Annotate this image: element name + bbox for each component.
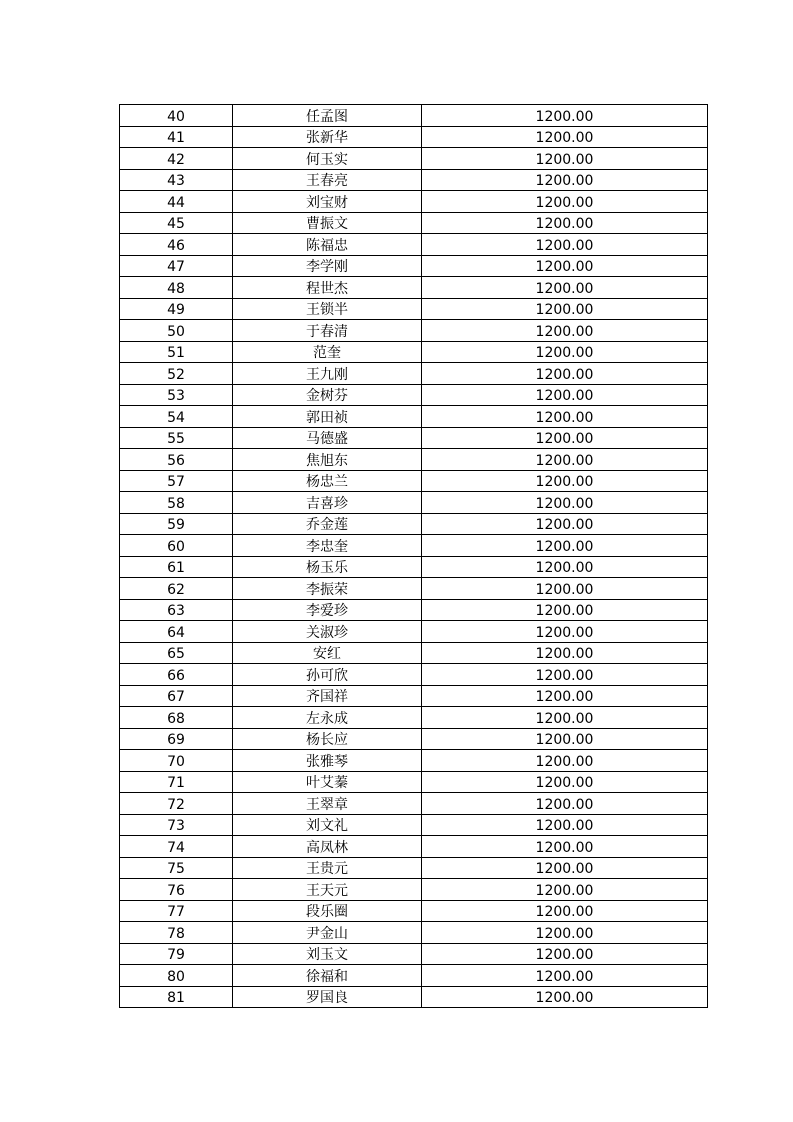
row-name-cell: 李爱珍 <box>233 599 422 621</box>
row-amount-cell: 1200.00 <box>422 599 708 621</box>
row-number-cell: 54 <box>120 406 233 428</box>
table-row <box>120 126 708 148</box>
table-row <box>120 965 708 987</box>
row-number-cell: 40 <box>120 105 233 127</box>
row-amount-cell: 1200.00 <box>422 277 708 299</box>
row-name-cell: 任孟图 <box>233 105 422 127</box>
row-amount-cell: 1200.00 <box>422 298 708 320</box>
row-amount-cell: 1200.00 <box>422 105 708 127</box>
row-amount-cell: 1200.00 <box>422 169 708 191</box>
table-row <box>120 513 708 535</box>
row-number-cell: 68 <box>120 707 233 729</box>
table-row <box>120 793 708 815</box>
row-name-cell: 王锁半 <box>233 298 422 320</box>
row-amount-cell: 1200.00 <box>422 126 708 148</box>
row-name-cell: 刘玉文 <box>233 943 422 965</box>
row-number-cell: 70 <box>120 750 233 772</box>
row-name-cell: 刘文礼 <box>233 814 422 836</box>
row-name-cell: 王贵元 <box>233 857 422 879</box>
row-name-cell: 金树芬 <box>233 384 422 406</box>
row-amount-cell: 1200.00 <box>422 470 708 492</box>
table-row <box>120 363 708 385</box>
row-name-cell: 安红 <box>233 642 422 664</box>
table-row <box>120 728 708 750</box>
table-row <box>120 642 708 664</box>
table-row <box>120 900 708 922</box>
row-amount-cell: 1200.00 <box>422 771 708 793</box>
row-name-cell: 王九刚 <box>233 363 422 385</box>
row-number-cell: 65 <box>120 642 233 664</box>
row-number-cell: 74 <box>120 836 233 858</box>
row-amount-cell: 1200.00 <box>422 728 708 750</box>
row-number-cell: 46 <box>120 234 233 256</box>
row-number-cell: 41 <box>120 126 233 148</box>
row-amount-cell: 1200.00 <box>422 449 708 471</box>
table-row <box>120 449 708 471</box>
row-number-cell: 66 <box>120 664 233 686</box>
row-number-cell: 73 <box>120 814 233 836</box>
row-number-cell: 72 <box>120 793 233 815</box>
row-number-cell: 58 <box>120 492 233 514</box>
row-amount-cell: 1200.00 <box>422 642 708 664</box>
row-name-cell: 李忠奎 <box>233 535 422 557</box>
row-number-cell: 42 <box>120 148 233 170</box>
row-amount-cell: 1200.00 <box>422 255 708 277</box>
row-name-cell: 王翠章 <box>233 793 422 815</box>
table-row <box>120 492 708 514</box>
row-name-cell: 杨长应 <box>233 728 422 750</box>
row-name-cell: 左永成 <box>233 707 422 729</box>
row-number-cell: 62 <box>120 578 233 600</box>
row-name-cell: 乔金莲 <box>233 513 422 535</box>
table-row <box>120 621 708 643</box>
table-row <box>120 836 708 858</box>
row-name-cell: 刘宝财 <box>233 191 422 213</box>
row-amount-cell: 1200.00 <box>422 943 708 965</box>
row-number-cell: 79 <box>120 943 233 965</box>
row-name-cell: 于春清 <box>233 320 422 342</box>
row-amount-cell: 1200.00 <box>422 363 708 385</box>
row-name-cell: 齐国祥 <box>233 685 422 707</box>
table-row <box>120 277 708 299</box>
table-row <box>120 556 708 578</box>
row-amount-cell: 1200.00 <box>422 707 708 729</box>
row-number-cell: 49 <box>120 298 233 320</box>
row-amount-cell: 1200.00 <box>422 578 708 600</box>
row-amount-cell: 1200.00 <box>422 685 708 707</box>
row-amount-cell: 1200.00 <box>422 341 708 363</box>
table-row <box>120 427 708 449</box>
row-name-cell: 焦旭东 <box>233 449 422 471</box>
row-number-cell: 44 <box>120 191 233 213</box>
row-amount-cell: 1200.00 <box>422 836 708 858</box>
row-number-cell: 57 <box>120 470 233 492</box>
roster-table <box>119 104 708 1008</box>
row-number-cell: 76 <box>120 879 233 901</box>
row-name-cell: 郭田祯 <box>233 406 422 428</box>
row-name-cell: 吉喜珍 <box>233 492 422 514</box>
row-amount-cell: 1200.00 <box>422 900 708 922</box>
row-amount-cell: 1200.00 <box>422 986 708 1008</box>
row-number-cell: 67 <box>120 685 233 707</box>
row-number-cell: 53 <box>120 384 233 406</box>
table-row <box>120 406 708 428</box>
table-row <box>120 341 708 363</box>
row-number-cell: 81 <box>120 986 233 1008</box>
row-amount-cell: 1200.00 <box>422 191 708 213</box>
roster-table-body <box>120 105 708 1008</box>
row-name-cell: 程世杰 <box>233 277 422 299</box>
table-row <box>120 857 708 879</box>
row-name-cell: 李振荣 <box>233 578 422 600</box>
table-row <box>120 986 708 1008</box>
row-number-cell: 63 <box>120 599 233 621</box>
row-number-cell: 50 <box>120 320 233 342</box>
table-row <box>120 234 708 256</box>
row-name-cell: 李学刚 <box>233 255 422 277</box>
row-number-cell: 60 <box>120 535 233 557</box>
row-amount-cell: 1200.00 <box>422 879 708 901</box>
row-name-cell: 何玉实 <box>233 148 422 170</box>
row-amount-cell: 1200.00 <box>422 535 708 557</box>
row-name-cell: 曹振文 <box>233 212 422 234</box>
row-number-cell: 64 <box>120 621 233 643</box>
row-number-cell: 47 <box>120 255 233 277</box>
table-row <box>120 535 708 557</box>
row-amount-cell: 1200.00 <box>422 492 708 514</box>
table-row <box>120 750 708 772</box>
row-number-cell: 45 <box>120 212 233 234</box>
table-row <box>120 599 708 621</box>
table-row <box>120 148 708 170</box>
row-number-cell: 61 <box>120 556 233 578</box>
row-name-cell: 陈福忠 <box>233 234 422 256</box>
table-row <box>120 298 708 320</box>
table-row <box>120 943 708 965</box>
table-row <box>120 707 708 729</box>
row-amount-cell: 1200.00 <box>422 513 708 535</box>
row-name-cell: 王春亮 <box>233 169 422 191</box>
table-row <box>120 879 708 901</box>
row-amount-cell: 1200.00 <box>422 621 708 643</box>
table-row <box>120 771 708 793</box>
row-number-cell: 43 <box>120 169 233 191</box>
row-amount-cell: 1200.00 <box>422 664 708 686</box>
table-row <box>120 169 708 191</box>
row-number-cell: 78 <box>120 922 233 944</box>
row-name-cell: 王天元 <box>233 879 422 901</box>
row-number-cell: 51 <box>120 341 233 363</box>
row-amount-cell: 1200.00 <box>422 922 708 944</box>
row-number-cell: 75 <box>120 857 233 879</box>
row-amount-cell: 1200.00 <box>422 148 708 170</box>
row-name-cell: 徐福和 <box>233 965 422 987</box>
row-name-cell: 杨忠兰 <box>233 470 422 492</box>
row-amount-cell: 1200.00 <box>422 212 708 234</box>
row-amount-cell: 1200.00 <box>422 320 708 342</box>
row-name-cell: 杨玉乐 <box>233 556 422 578</box>
row-name-cell: 孙可欣 <box>233 664 422 686</box>
table-row <box>120 470 708 492</box>
table-row <box>120 255 708 277</box>
row-name-cell: 叶艾蓁 <box>233 771 422 793</box>
row-name-cell: 尹金山 <box>233 922 422 944</box>
row-name-cell: 段乐圈 <box>233 900 422 922</box>
row-number-cell: 77 <box>120 900 233 922</box>
table-row <box>120 212 708 234</box>
row-number-cell: 59 <box>120 513 233 535</box>
table-row <box>120 685 708 707</box>
row-amount-cell: 1200.00 <box>422 406 708 428</box>
row-amount-cell: 1200.00 <box>422 965 708 987</box>
row-number-cell: 56 <box>120 449 233 471</box>
row-amount-cell: 1200.00 <box>422 793 708 815</box>
row-name-cell: 关淑珍 <box>233 621 422 643</box>
table-row <box>120 814 708 836</box>
row-name-cell: 张新华 <box>233 126 422 148</box>
table-row <box>120 578 708 600</box>
table-row <box>120 384 708 406</box>
row-amount-cell: 1200.00 <box>422 750 708 772</box>
table-row <box>120 320 708 342</box>
table-row <box>120 191 708 213</box>
row-amount-cell: 1200.00 <box>422 556 708 578</box>
table-row <box>120 664 708 686</box>
row-number-cell: 55 <box>120 427 233 449</box>
row-amount-cell: 1200.00 <box>422 384 708 406</box>
row-amount-cell: 1200.00 <box>422 814 708 836</box>
row-amount-cell: 1200.00 <box>422 234 708 256</box>
row-number-cell: 48 <box>120 277 233 299</box>
row-number-cell: 69 <box>120 728 233 750</box>
row-name-cell: 罗国良 <box>233 986 422 1008</box>
row-name-cell: 张雅琴 <box>233 750 422 772</box>
row-name-cell: 高凤林 <box>233 836 422 858</box>
row-number-cell: 52 <box>120 363 233 385</box>
row-name-cell: 范奎 <box>233 341 422 363</box>
table-row <box>120 105 708 127</box>
table-row <box>120 922 708 944</box>
row-number-cell: 71 <box>120 771 233 793</box>
row-amount-cell: 1200.00 <box>422 857 708 879</box>
row-name-cell: 马德盛 <box>233 427 422 449</box>
row-amount-cell: 1200.00 <box>422 427 708 449</box>
row-number-cell: 80 <box>120 965 233 987</box>
